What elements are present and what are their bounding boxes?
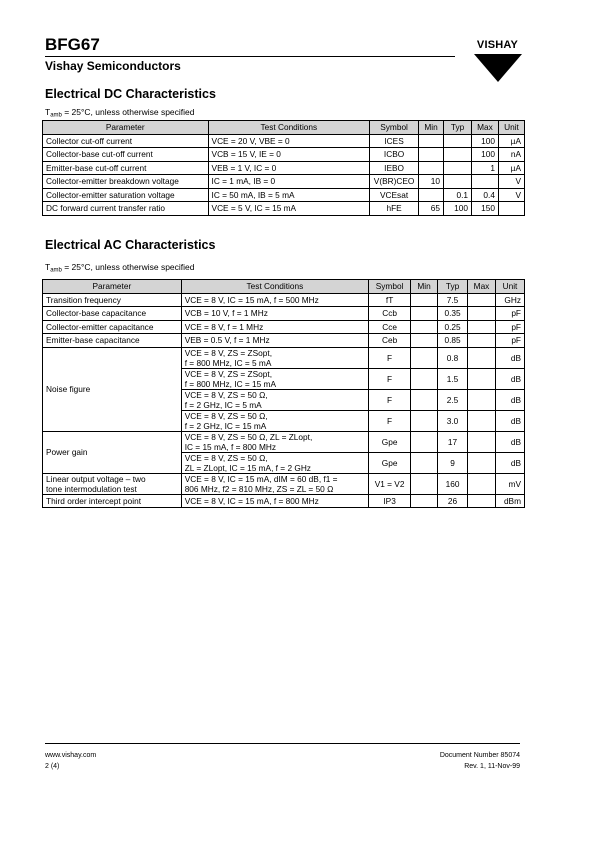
typ-cell: 7.5 [438, 293, 468, 307]
symbol-cell: F [369, 389, 411, 410]
condition-cell [181, 368, 368, 389]
condition-line: VCE = 8 V, ZS = 50 Ω, [184, 410, 268, 421]
min-cell [411, 307, 438, 321]
typ-cell: 0.35 [438, 307, 468, 321]
condition-cell: VCE = 8 V, IC = 15 mA, f = 800 MHz [181, 494, 368, 508]
condition-line: ZL = ZLopt, IC = 15 mA, f = 2 GHz [184, 462, 311, 473]
min-cell [411, 410, 438, 431]
column-header: Max [468, 280, 496, 294]
column-header: Test Conditions [181, 280, 368, 294]
parameter-cell: Collector-base capacitance [43, 307, 182, 321]
unit-cell: dB [495, 410, 524, 431]
typ-cell: 1.5 [438, 368, 468, 389]
condition-cell [181, 389, 368, 410]
symbol-cell: fT [369, 293, 411, 307]
min-cell: 65 [419, 202, 444, 216]
unit-cell: dB [495, 368, 524, 389]
min-cell [411, 320, 438, 334]
unit-cell: dB [495, 431, 524, 452]
condition-cell: IC = 1 mA, IB = 0 [208, 175, 370, 189]
condition-cell: VCE = 20 V, VBE = 0 [208, 134, 370, 148]
parameter-line: Linear output voltage – two [46, 473, 146, 484]
table-row [43, 307, 525, 321]
min-cell [411, 452, 438, 473]
symbol-cell: F [369, 368, 411, 389]
table-row [43, 431, 525, 452]
ac-section-title: Electrical AC Characteristics [45, 238, 216, 252]
max-cell: 150 [472, 202, 499, 216]
dc-characteristics-table [42, 120, 525, 216]
column-header: Parameter [43, 280, 182, 294]
condition-line: VCE = 8 V, IC = 15 mA, dIM = 60 dB, f1 = [184, 473, 338, 484]
unit-cell: V [498, 188, 524, 202]
condition-cell: VCB = 10 V, f = 1 MHz [181, 307, 368, 321]
parameter-cell: Third order intercept point [43, 494, 182, 508]
table-row [43, 134, 525, 148]
parameter-cell: Emitter-base capacitance [43, 334, 182, 348]
condition-line: f = 800 MHz, IC = 15 mA [184, 378, 276, 389]
condition-cell: VCB = 15 V, IE = 0 [208, 148, 370, 162]
min-cell [411, 368, 438, 389]
symbol-cell: F [369, 347, 411, 368]
condition-cell: VCE = 5 V, IC = 15 mA [208, 202, 370, 216]
parameter-cell: Transition frequency [43, 293, 182, 307]
symbol-cell: ICBO [370, 148, 419, 162]
min-cell [411, 494, 438, 508]
parameter-cell: Power gain [43, 431, 182, 473]
company-name: Vishay Semiconductors [45, 59, 181, 73]
condition-cell: VCE = 8 V, IC = 15 mA, f = 500 MHz [181, 293, 368, 307]
min-cell [411, 293, 438, 307]
symbol-cell: hFE [370, 202, 419, 216]
max-cell [468, 431, 496, 452]
column-header: Test Conditions [208, 121, 370, 135]
condition-line: VCE = 8 V, ZS = ZSopt, [184, 368, 273, 379]
symbol-cell: Cce [369, 320, 411, 334]
unit-cell: µA [498, 134, 524, 148]
max-cell: 100 [472, 134, 499, 148]
unit-cell: dBm [495, 494, 524, 508]
condition-cell: IC = 50 mA, IB = 5 mA [208, 188, 370, 202]
typ-cell: 100 [444, 202, 472, 216]
condition-cell [181, 410, 368, 431]
unit-cell: nA [498, 148, 524, 162]
table-row [43, 347, 525, 368]
ac-characteristics-table [42, 279, 525, 508]
typ-cell: 160 [438, 473, 468, 494]
product-title: BFG67 [45, 35, 100, 54]
parameter-cell: Noise figure [43, 347, 182, 431]
parameter-cell: Collector-emitter saturation voltage [43, 188, 209, 202]
max-cell: 0.4 [472, 188, 499, 202]
min-cell [419, 188, 444, 202]
min-cell [419, 161, 444, 175]
max-cell [468, 347, 496, 368]
symbol-cell: Gpe [369, 452, 411, 473]
table-row [43, 293, 525, 307]
footer-divider [45, 743, 520, 744]
column-header: Min [419, 121, 444, 135]
column-header: Unit [495, 280, 524, 294]
min-cell [419, 134, 444, 148]
table-row [43, 320, 525, 334]
symbol-cell: V(BR)CEO [370, 175, 419, 189]
footer-revision: Rev. 1, 11-Nov-99 [464, 763, 520, 770]
table-row [43, 148, 525, 162]
symbol-cell: V1 = V2 [369, 473, 411, 494]
typ-cell [444, 161, 472, 175]
dc-condition-note: $T_{amb} = 25^\circ C$, unless otherwise specified [45, 107, 195, 119]
condition-line: 806 MHz, f2 = 810 MHz, ZS = ZL = 50 Ω [184, 483, 334, 494]
column-header: Parameter [43, 121, 209, 135]
max-cell: 100 [472, 148, 499, 162]
parameter-cell: Collector-emitter breakdown voltage [43, 175, 209, 189]
condition-line: IC = 15 mA, f = 800 MHz [184, 441, 276, 452]
column-header: Typ [444, 121, 472, 135]
parameter-cell: Collector cut-off current [43, 134, 209, 148]
parameter-cell: Collector-emitter capacitance [43, 320, 182, 334]
typ-cell: 2.5 [438, 389, 468, 410]
unit-cell: dB [495, 452, 524, 473]
min-cell: 10 [419, 175, 444, 189]
condition-line: VCE = 8 V, ZS = 50 Ω, [184, 452, 268, 463]
typ-cell [444, 148, 472, 162]
condition-cell [181, 452, 368, 473]
min-cell [411, 334, 438, 348]
max-cell [468, 389, 496, 410]
min-cell [419, 148, 444, 162]
typ-cell: 0.8 [438, 347, 468, 368]
typ-cell: 9 [438, 452, 468, 473]
condition-cell [181, 473, 368, 494]
max-cell [468, 320, 496, 334]
condition-cell [181, 431, 368, 452]
condition-cell: VCE = 8 V, f = 1 MHz [181, 320, 368, 334]
table-row [43, 494, 525, 508]
vishay-logo-triangle-icon [474, 54, 522, 82]
typ-cell: 26 [438, 494, 468, 508]
dc-section-title: Electrical DC Characteristics [45, 87, 216, 101]
unit-cell: dB [495, 347, 524, 368]
condition-line: f = 800 MHz, IC = 5 mA [184, 357, 272, 368]
symbol-cell: F [369, 410, 411, 431]
unit-cell: V [498, 175, 524, 189]
symbol-cell: Ceb [369, 334, 411, 348]
max-cell [468, 473, 496, 494]
unit-cell: mV [495, 473, 524, 494]
parameter-cell: DC forward current transfer ratio [43, 202, 209, 216]
max-cell [468, 494, 496, 508]
typ-cell: 0.1 [444, 188, 472, 202]
column-header: Unit [498, 121, 524, 135]
condition-cell: VEB = 0.5 V, f = 1 MHz [181, 334, 368, 348]
typ-cell: 0.25 [438, 320, 468, 334]
column-header: Symbol [369, 280, 411, 294]
typ-cell [444, 134, 472, 148]
max-cell [468, 410, 496, 431]
typ-cell: 17 [438, 431, 468, 452]
unit-cell: dB [495, 389, 524, 410]
condition-line: VCE = 8 V, ZS = 50 Ω, ZL = ZLopt, [184, 431, 313, 442]
unit-cell: pF [495, 307, 524, 321]
min-cell [411, 473, 438, 494]
typ-cell [444, 175, 472, 189]
ac-condition-note: $T_{amb} = 25^\circ C$, unless otherwise specified [45, 262, 195, 274]
max-cell [468, 307, 496, 321]
condition-cell [181, 347, 368, 368]
min-cell [411, 347, 438, 368]
symbol-cell: ICES [370, 134, 419, 148]
max-cell [468, 368, 496, 389]
symbol-cell: IEBO [370, 161, 419, 175]
max-cell [468, 293, 496, 307]
min-cell [411, 389, 438, 410]
unit-cell: pF [495, 320, 524, 334]
header-divider [45, 56, 455, 57]
condition-line: f = 2 GHz, IC = 5 mA [184, 399, 262, 410]
table-row [43, 161, 525, 175]
min-cell [411, 431, 438, 452]
vishay-logo-text: VISHAY [476, 39, 519, 51]
column-header: Symbol [370, 121, 419, 135]
parameter-cell: Collector-base cut-off current [43, 148, 209, 162]
footer-website: www.vishay.com [45, 752, 97, 759]
footer-document-number: Document Number 85074 [439, 752, 520, 759]
column-header: Max [472, 121, 499, 135]
typ-cell: 3.0 [438, 410, 468, 431]
column-header: Min [411, 280, 438, 294]
symbol-cell: VCEsat [370, 188, 419, 202]
table-row [43, 175, 525, 189]
unit-cell: µA [498, 161, 524, 175]
table-row [43, 188, 525, 202]
symbol-cell: IP3 [369, 494, 411, 508]
max-cell [468, 452, 496, 473]
parameter-cell [43, 473, 182, 494]
condition-cell: VEB = 1 V, IC = 0 [208, 161, 370, 175]
symbol-cell: Ccb [369, 307, 411, 321]
unit-cell: GHz [495, 293, 524, 307]
condition-line: VCE = 8 V, ZS = 50 Ω, [184, 389, 268, 400]
condition-line: f = 2 GHz, IC = 15 mA [184, 420, 267, 431]
condition-line: VCE = 8 V, ZS = ZSopt, [184, 347, 273, 358]
unit-cell [498, 202, 524, 216]
parameter-cell: Emitter-base cut-off current [43, 161, 209, 175]
unit-cell: pF [495, 334, 524, 348]
footer-page-number: 2 (4) [45, 763, 60, 770]
table-row [43, 473, 525, 494]
parameter-line: tone intermodulation test [46, 483, 137, 494]
max-cell: 1 [472, 161, 499, 175]
max-cell [468, 334, 496, 348]
table-row [43, 202, 525, 216]
max-cell [472, 175, 499, 189]
typ-cell: 0.85 [438, 334, 468, 348]
table-row [43, 334, 525, 348]
symbol-cell: Gpe [369, 431, 411, 452]
column-header: Typ [438, 280, 468, 294]
